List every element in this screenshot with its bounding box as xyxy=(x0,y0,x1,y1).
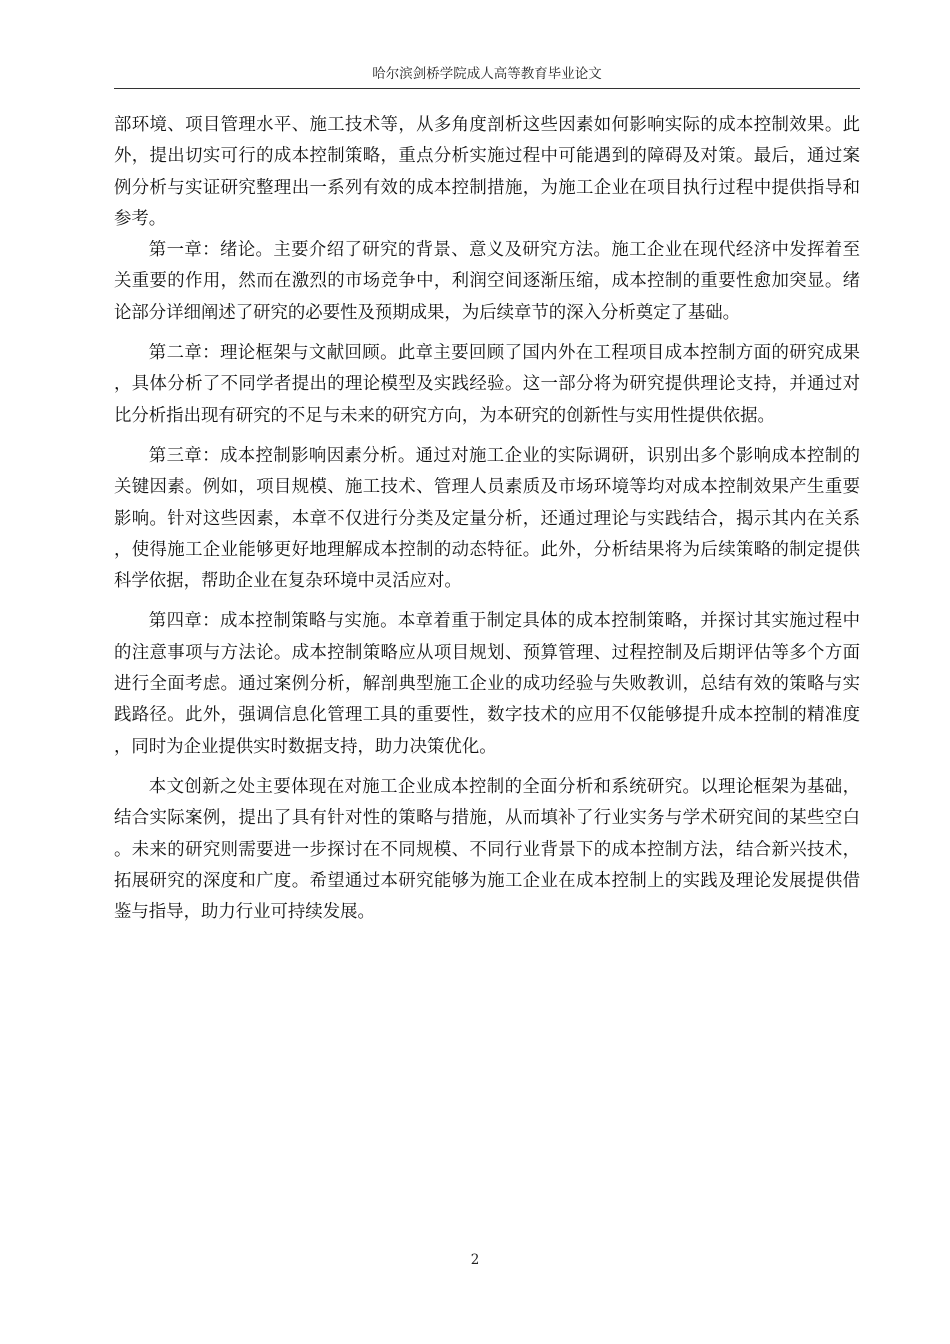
page-header-title: 哈尔滨剑桥学院成人高等教育毕业论文 xyxy=(372,66,602,82)
header-divider xyxy=(114,88,860,89)
paragraph-chapter-4: 第四章：成本控制策略与实施。本章着重于制定具体的成本控制策略，并探讨其实施过程中的注意事项与方法论。成本控制策略应从项目规划、预算管理、过程控制及后期评估等多个方面进行全面考虑。通过案例分析，解剖典型施工企业的成功经验与失败教训，总结有效的策略与实践路径。此外，强调信息化管理工具的重要性，数字技术的应用不仅能够提升成本控制的精准度，同时为企业提供实时数据支持，助力决策优化。 xyxy=(114,611,860,757)
paragraph-continuation: 部环境、项目管理水平、施工技术等，从多角度剖析这些因素如何影响实际的成本控制效果。此外，提出切实可行的成本控制策略，重点分析实施过程中可能遇到的障碍及对策。最后，通过案例分析与实证研究整理出一系列有效的成本控制措施，为施工企业在项目执行过程中提供指导和参考。 xyxy=(114,115,860,229)
paragraph-chapter-2: 第二章：理论框架与文献回顾。此章主要回顾了国内外在工程项目成本控制方面的研究成果，具体分析了不同学者提出的理论模型及实践经验。这一部分将为研究提供理论支持，并通过对比分析指出现有研究的不足与未来的研究方向，为本研究的创新性与实用性提供依据。 xyxy=(114,343,860,426)
page-number: 2 xyxy=(470,1252,480,1268)
paragraph-innovation: 本文创新之处主要体现在对施工企业成本控制的全面分析和系统研究。以理论框架为基础，结合实际案例，提出了具有针对性的策略与措施，从而填补了行业实务与学术研究间的某些空白。未来的研究则需要进一步探讨在不同规模、不同行业背景下的成本控制方法，结合新兴技术，拓展研究的深度和广度。希望通过本研究能够为施工企业在成本控制上的实践及理论发展提供借鉴与指导，助力行业可持续发展。 xyxy=(114,776,860,923)
paragraph-chapter-3: 第三章：成本控制影响因素分析。通过对施工企业的实际调研，识别出多个影响成本控制的关键因素。例如，项目规模、施工技术、管理人员素质及市场环境等均对成本控制效果产生重要影响。针对这些因素，本章不仅进行分类及定量分析，还通过理论与实践结合，揭示其内在关系，使得施工企业能够更好地理解成本控制的动态特征。此外，分析结果将为后续策略的制定提供科学依据，帮助企业在复杂环境中灵活应对。 xyxy=(114,445,860,592)
paragraph-chapter-1: 第一章：绪论。主要介绍了研究的背景、意义及研究方法。施工企业在现代经济中发挥着至关重要的作用，然而在激烈的市场竞争中，利润空间逐渐压缩，成本控制的重要性愈加突显。绪论部分详细阐述了研究的必要性及预期成果，为后续章节的深入分析奠定了基础。 xyxy=(114,240,860,323)
thesis-body xyxy=(114,110,860,928)
